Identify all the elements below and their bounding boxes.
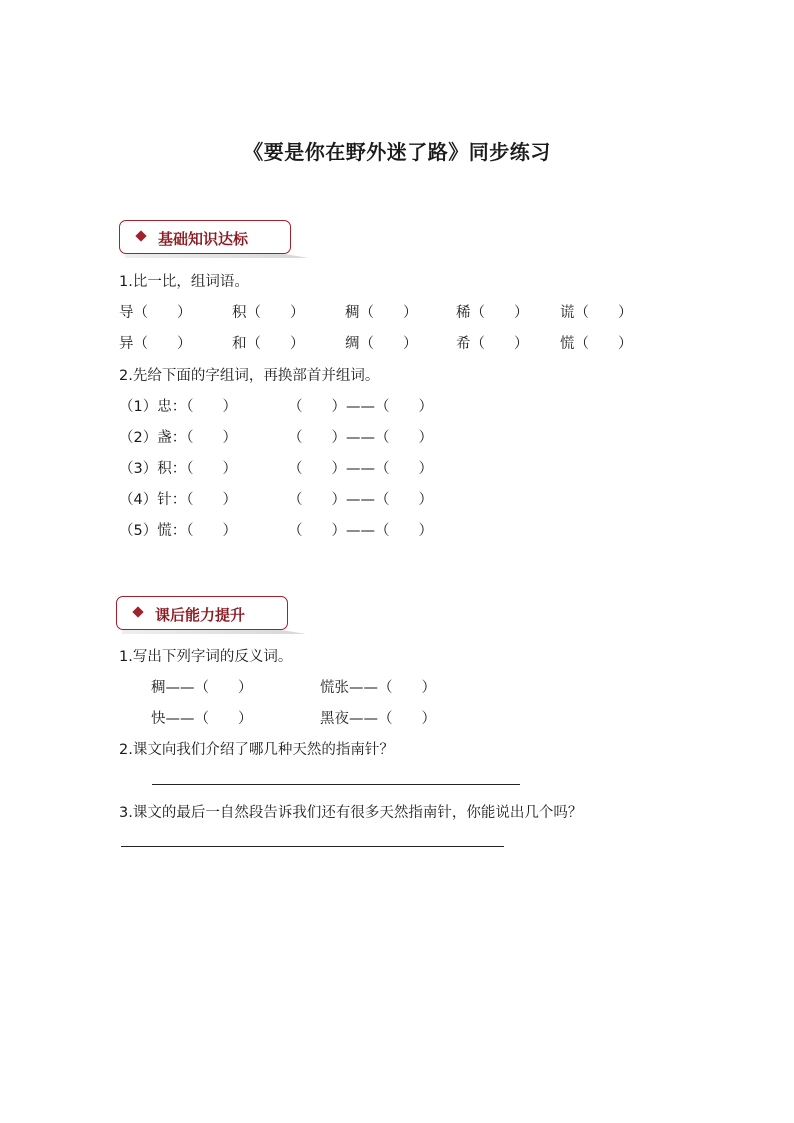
compare-item: 绸（ ） [345, 336, 418, 352]
diamond-icon [132, 606, 143, 617]
question-prompt: 2.课文向我们介绍了哪几种天然的指南针？ [119, 742, 394, 758]
tab-box [119, 220, 291, 254]
radical-item-pair: （ ）——（ ） [288, 399, 433, 415]
radical-item-label: （5）慌：（ ） [119, 523, 237, 539]
section-label: 基础知识达标 [158, 230, 249, 248]
radical-item-label: （4）针：（ ） [119, 492, 237, 508]
question-prompt: 2.先给下面的字组词，再换部首并组词。 [119, 368, 380, 384]
antonym-item: 慌张——（ ） [320, 680, 436, 696]
radical-item-label: （2）盏：（ ） [119, 430, 237, 446]
section-tab-basic [119, 220, 319, 260]
radical-item-pair: （ ）——（ ） [288, 492, 433, 508]
radical-item-label: （1）忠：（ ） [119, 399, 237, 415]
section-label: 课后能力提升 [155, 606, 246, 624]
page-title: 《要是你在野外迷了路》同步练习 [243, 140, 551, 164]
radical-item-label: （3）积：（ ） [119, 461, 237, 477]
compare-item: 稀（ ） [456, 305, 529, 321]
radical-item-pair: （ ）——（ ） [288, 461, 433, 477]
compare-item: 希（ ） [456, 336, 529, 352]
radical-item-pair: （ ）——（ ） [288, 430, 433, 446]
compare-item: 谎（ ） [560, 305, 633, 321]
compare-item: 积（ ） [232, 305, 305, 321]
answer-line[interactable] [152, 784, 520, 785]
question-prompt: 1.比一比，组词语。 [119, 274, 249, 290]
question-prompt: 3.课文的最后一自然段告诉我们还有很多天然指南针，你能说出几个吗？ [119, 805, 583, 821]
section-tab-advanced [116, 596, 316, 636]
diamond-icon [135, 230, 146, 241]
compare-item: 导（ ） [119, 305, 192, 321]
question-prompt: 1.写出下列字词的反义词。 [119, 649, 293, 665]
tab-box [116, 596, 288, 630]
antonym-item: 黑夜——（ ） [320, 711, 436, 727]
compare-item: 异（ ） [119, 336, 192, 352]
compare-item: 和（ ） [232, 336, 305, 352]
compare-item: 慌（ ） [560, 336, 633, 352]
antonym-item: 稠——（ ） [151, 680, 253, 696]
antonym-item: 快——（ ） [151, 711, 253, 727]
compare-item: 稠（ ） [345, 305, 418, 321]
answer-line[interactable] [121, 846, 504, 847]
radical-item-pair: （ ）——（ ） [288, 523, 433, 539]
